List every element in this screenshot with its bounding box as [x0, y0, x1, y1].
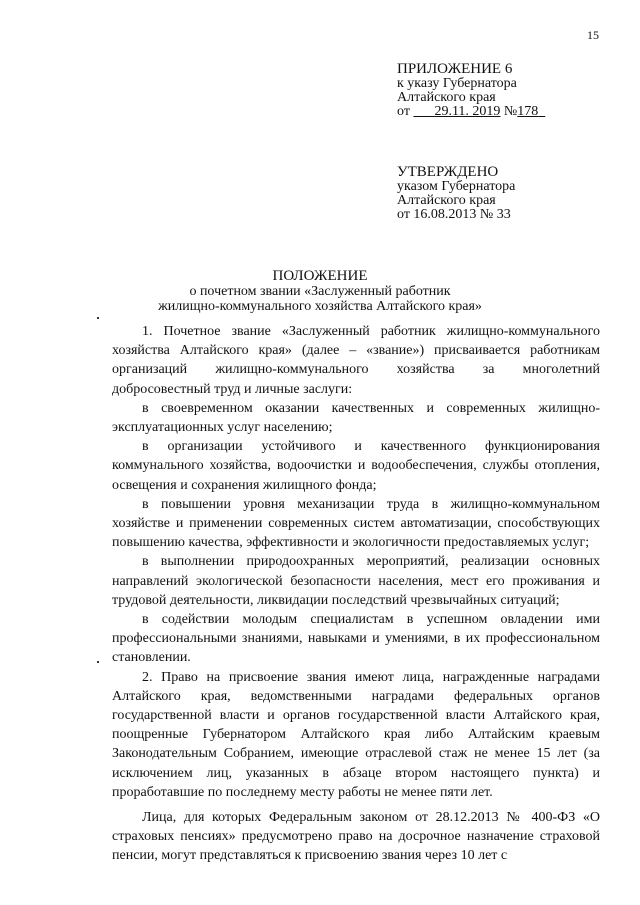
paragraph: Лица, для которых Федеральным законом от 28.12.2013 № 400-ФЗ «О страховых пенсиях» предусмотрено право на досрочное назначение страховой пенсии, могут представляться к присвоению звания через 10 лет с [112, 810, 600, 864]
paragraph: в повышении уровня механизации труда в жилищно-коммунальном хозяйстве и применении современных систем автоматизации, способствующих повышению качества, эффективности и экологичности предоставляемых услуг; [112, 496, 600, 551]
paragraph: 1. Почетное звание «Заслуженный работник жилищно-коммунального хозяйства Алтайского края» (далее – «звание») присваивается работникам организаций жилищно-коммунального хозяйства за многолетний добросовестный труд и личные заслуги: [112, 324, 600, 397]
decree-number: 178 [517, 104, 539, 119]
scan-dot [97, 661, 99, 663]
appendix-title: ПРИЛОЖЕНИЕ 6 [397, 61, 513, 77]
body-text [112, 322, 600, 866]
appendix-date-line [397, 105, 545, 119]
appendix-line: Алтайского края [397, 90, 496, 105]
approved-block [397, 164, 515, 222]
decree-date: 29.11. 2019 [434, 104, 501, 119]
paragraph: в организации устойчивого и качественного функционирования коммунального хозяйства, водоочистки и водообеспечения, службы отопления, освещения и сохранения жилищного фонда; [112, 439, 600, 493]
title-line: жилищно-коммунального хозяйства Алтайского края» [158, 299, 482, 314]
document-title [0, 268, 640, 314]
approved-line: указом Губернатора [397, 179, 516, 194]
paragraph: в содействии молодым специалистам в успешном овладении ими профессиональными знаниями, навыками и умениями, в их профессиональном становлении. [112, 612, 600, 666]
date-prefix: от [397, 104, 410, 119]
page-number: 15 [587, 28, 599, 42]
approved-line: Алтайского края [397, 193, 496, 208]
paragraph: 2. Право на присвоение звания имеют лица, награжденные наградами Алтайского края, ведомственными наградами федеральных органов государственной власти и органов государственной власти Алтайского края, поощренные Губернатором Алтайского края либо Алтайским краевым Законодательным Собранием, имеющие отраслевой стаж не менее 15 лет (за исключением лиц, указанных в абзаце втором настоящего пункта) и проработавшие по последнему месту работы не менее пяти лет. [112, 669, 600, 800]
approved-title: УТВЕРЖДЕНО [397, 164, 499, 180]
title-line: о почетном звании «Заслуженный работник [189, 284, 451, 299]
appendix-block [397, 61, 545, 119]
number-prefix: № [503, 104, 518, 119]
scan-dot [97, 317, 99, 319]
title-heading: ПОЛОЖЕНИЕ [272, 268, 368, 284]
approved-line: от 16.08.2013 № 33 [397, 207, 511, 222]
appendix-line: к указу Губернатора [397, 76, 517, 91]
paragraph: в выполнении природоохранных мероприятий, реализации основных направлений экологической безопасности населения, мест его проживания и трудовой деятельности, ликвидации последствий чрезвычайных ситуаций; [112, 554, 600, 608]
paragraph: в своевременном оказании качественных и современных жилищно-эксплуатационных услуг населению; [112, 400, 600, 436]
